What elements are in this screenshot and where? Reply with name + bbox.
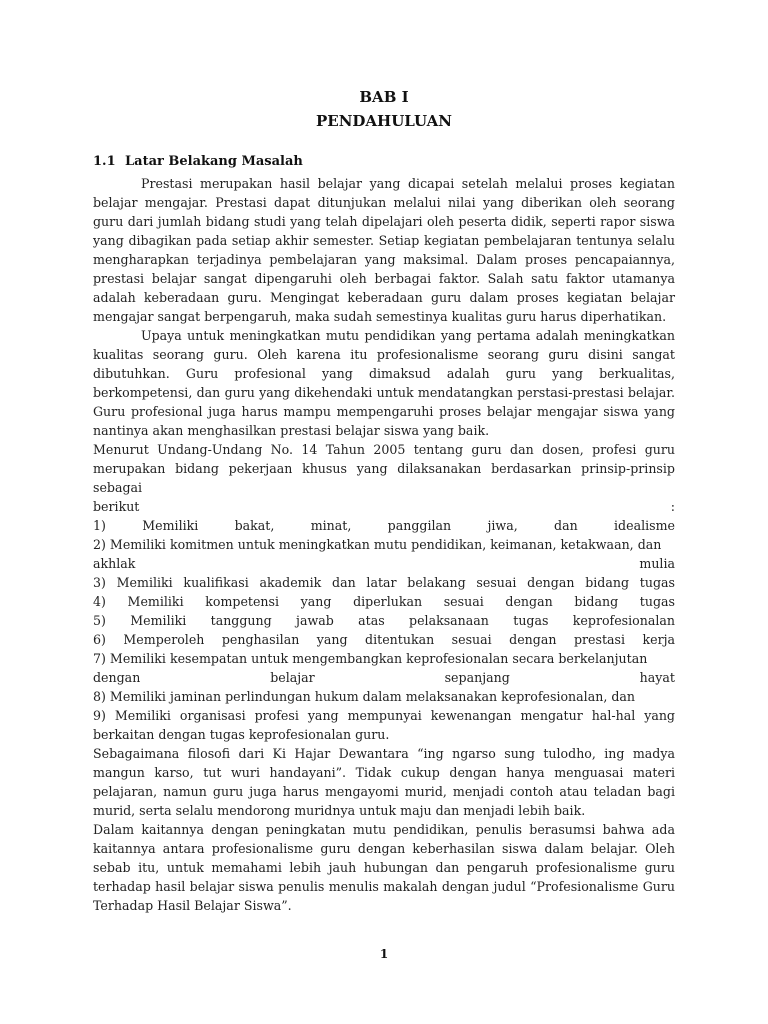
paragraph-5: Dalam kaitannya dengan peningkatan mutu pendidikan, penulis berasumsi bahwa ada kaitannya antara profesionalisme guru dengan keberhasilan siswa dalam belajar. Oleh sebab itu, untuk memahami lebih jauh hubungan dan pengaruh profesionalisme guru terhadap hasil belajar siswa penulis menulis makalah dengan judul “Profesionalisme Guru Terhadap Hasil Belajar Siswa”. [93, 822, 675, 913]
list-item: 6) Memperoleh penghasilan yang ditentukan sesuai dengan prestasi kerja [93, 632, 675, 647]
list-item: 7) Memiliki kesempatan untuk mengembangkan keprofesionalan secara berkelanjutan [93, 651, 648, 666]
list-item: 8) Memiliki jaminan perlindungan hukum dalam melaksanakan keprofesionalan, dan [93, 689, 636, 704]
paragraph-2: Upaya untuk meningkatkan mutu pendidikan yang pertama adalah meningkatkan kualitas seorang guru. Oleh karena itu profesionalisme seorang guru disini sangat dibutuhkan. Guru profesional yang dimaksud adalah guru yang berkualitas, berkompetensi, dan guru yang dikehendaki untuk mendatangkan perstasi-prestasi belajar. Guru profesional juga harus mampu mempengaruhi proses belajar mengajar siswa yang nantinya akan menghasilkan prestasi belajar siswa yang baik. [93, 328, 675, 438]
list-item: 9) Memiliki organisasi profesi yang mempunyai kewenangan mengatur hal-hal yang berkaitan dengan tugas keprofesionalan guru. [93, 708, 675, 742]
list-item: 4) Memiliki kompetensi yang diperlukan sesuai dengan bidang tugas [93, 594, 675, 609]
chapter-label: BAB I [359, 88, 409, 106]
section-number: 1.1 [93, 154, 116, 169]
section-heading [93, 154, 303, 169]
list-item: 1) Memiliki bakat, minat, panggilan jiwa, dan idealisme [93, 518, 675, 533]
list-item: 3) Memiliki kualifikasi akademik dan latar belakang sesuai dengan bidang tugas [93, 575, 675, 590]
document-body [93, 174, 675, 915]
paragraph-3-end: berikut : [93, 499, 675, 514]
chapter-title: PENDAHULUAN [315, 112, 453, 130]
paragraph-1: Prestasi merupakan hasil belajar yang dicapai setelah melalui proses kegiatan belajar mengajar. Prestasi dapat ditunjukan melalui nilai yang diberikan oleh seorang guru dari jumlah bidang studi yang telah dipelajari oleh peserta didik, seperti rapor siswa yang dibagikan pada setiap akhir semester. Setiap kegiatan pembelajaran tentunya selalu mengharapkan terjadinya pembelajaran yang maksimal. Dalam proses pencapaiannya, prestasi belajar sangat dipengaruhi oleh berbagai faktor. Salah satu faktor utamanya adalah keberadaan guru. Mengingat keberadaan guru dalam proses kegiatan belajar mengajar sangat berpengaruh, maka sudah semestinya kualitas guru harus diperhatikan. [93, 176, 675, 324]
list-item: 2) Memiliki komitmen untuk meningkatkan mutu pendidikan, keimanan, ketakwaan, dan [93, 537, 662, 552]
list-item-continuation: dengan belajar sepanjang hayat [93, 670, 675, 685]
page-number: 1 [379, 947, 389, 961]
paragraph-3: Menurut Undang-Undang No. 14 Tahun 2005 tentang guru dan dosen, profesi guru merupakan bidang pekerjaan khusus yang dilaksanakan berdasarkan prinsip-prinsip sebagai [93, 442, 675, 495]
section-title: Latar Belakang Masalah [125, 154, 303, 169]
paragraph-4: Sebagaimana filosofi dari Ki Hajar Dewantara “ing ngarso sung tulodho, ing madya mangun karso, tut wuri handayani”. Tidak cukup dengan hanya menguasai materi pelajaran, namun guru juga harus mengayomi murid, menjadi contoh atau teladan bagi murid, serta selalu mendorong muridnya untuk maju dan menjadi lebih baik. [93, 746, 675, 818]
list-item-continuation: akhlak mulia [93, 556, 675, 571]
list-item: 5) Memiliki tanggung jawab atas pelaksanaan tugas keprofesionalan [93, 613, 675, 628]
